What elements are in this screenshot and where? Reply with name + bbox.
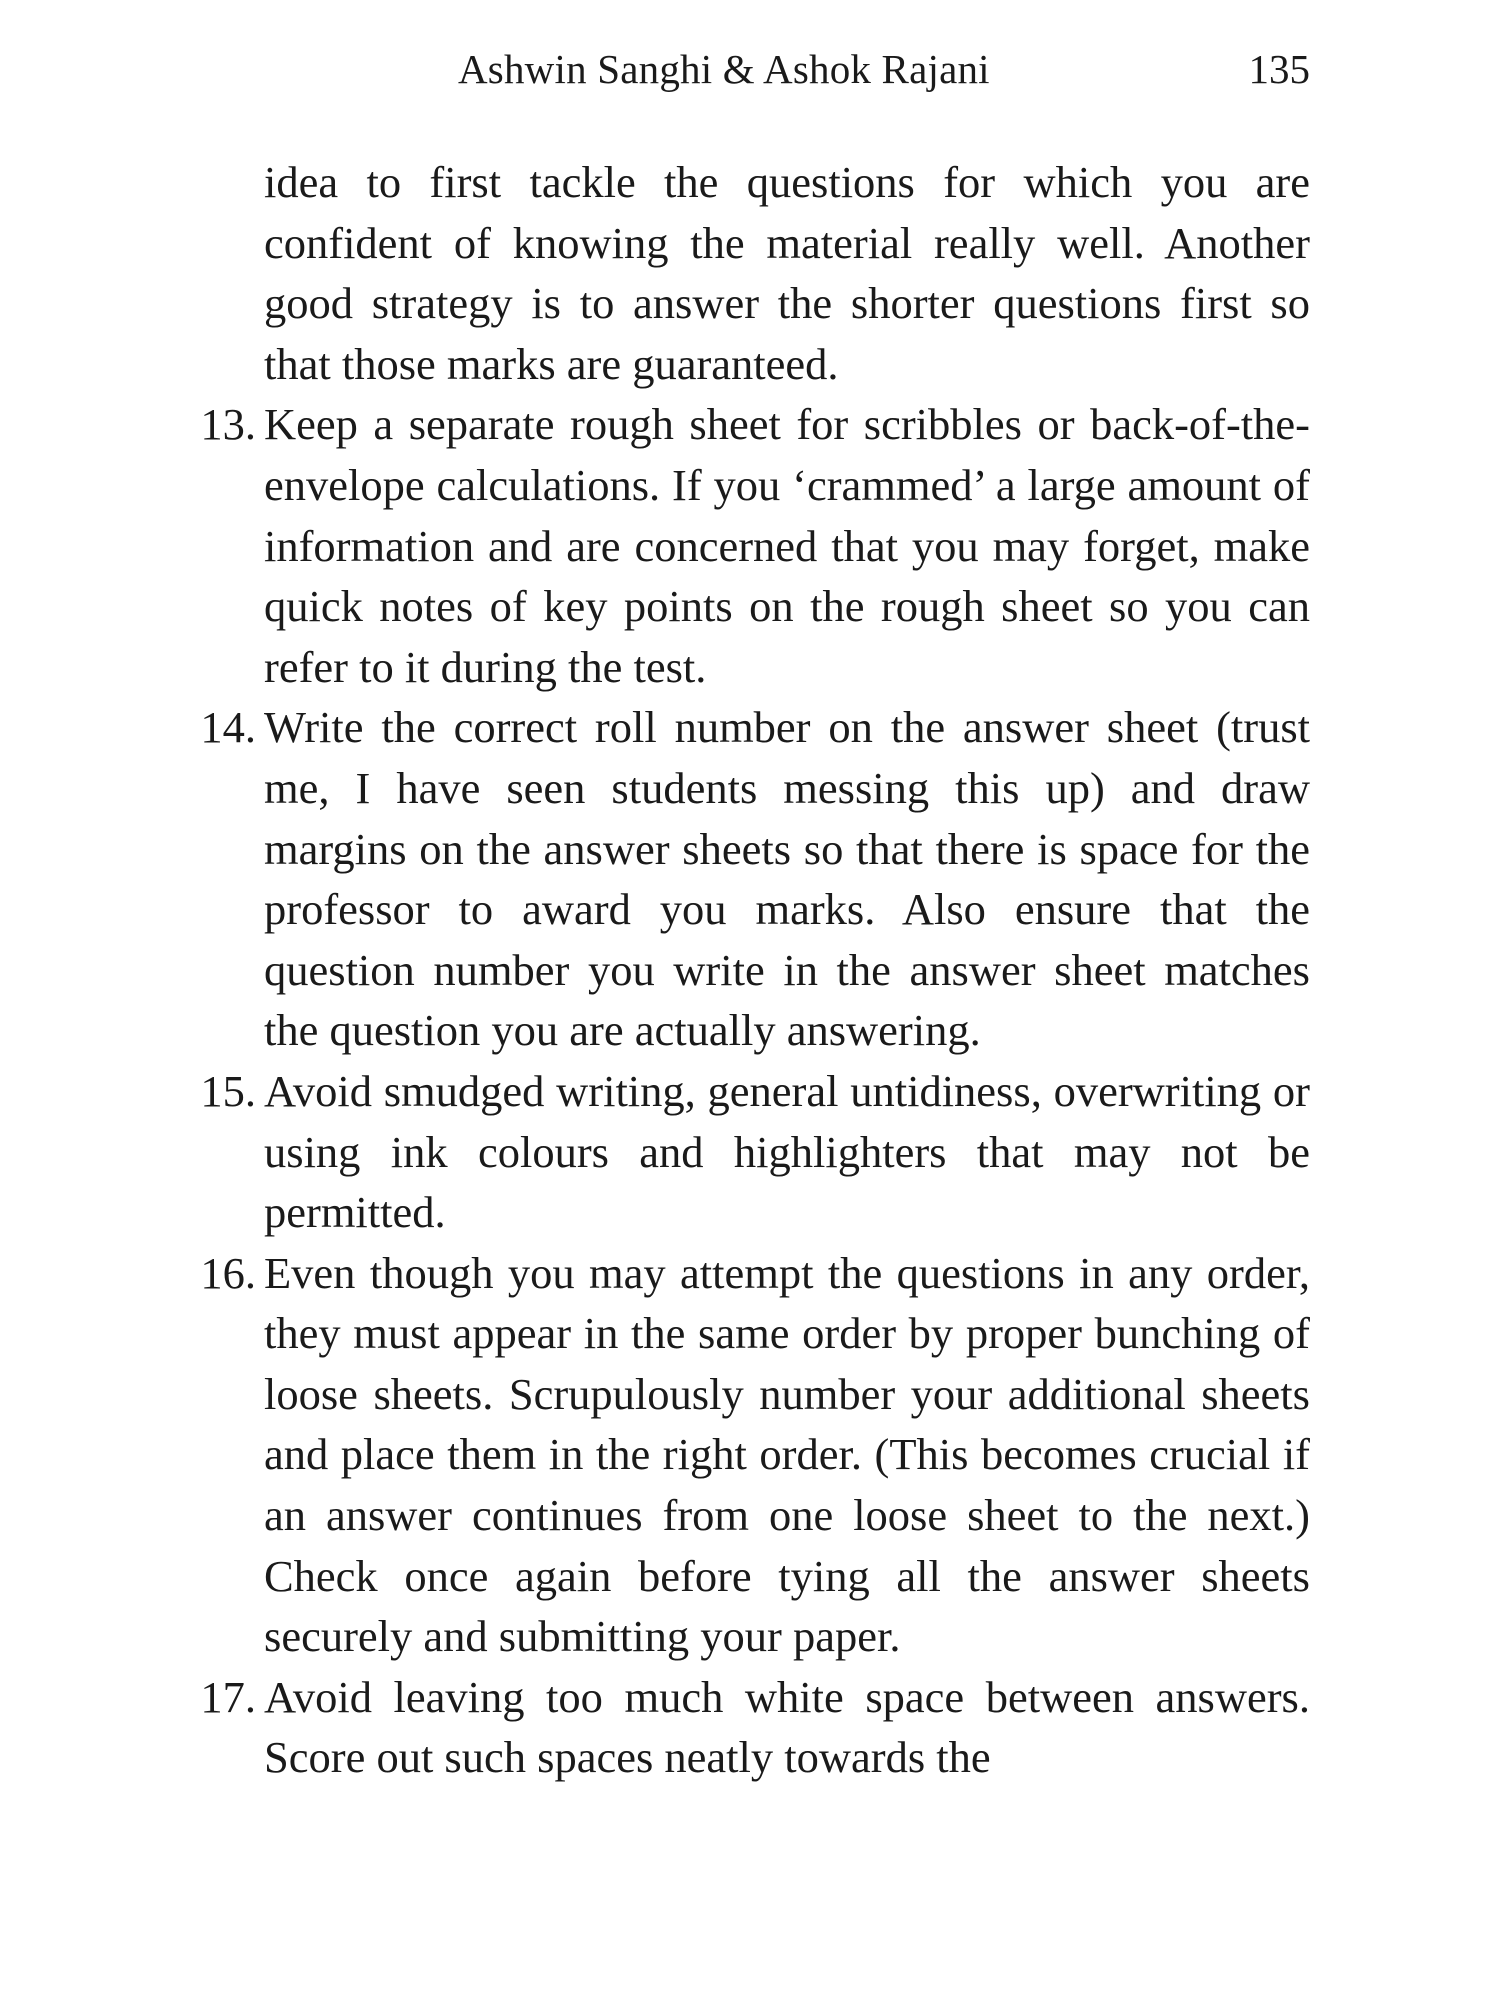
item-text: Write the correct roll number on the answer sheet (trust me, I have seen students messing this up) and draw margins on the answer sheets so that there is space for the professor to award you marks. Also ensure that the question number you write in the answer sheet matches the question you are actually answering. xyxy=(264,702,1310,1056)
item-number: 14. xyxy=(200,702,256,753)
list-item xyxy=(172,394,1310,697)
page-number: 135 xyxy=(1248,46,1310,92)
list-item xyxy=(172,697,1310,1061)
item-text: Even though you may attempt the questions in any order, they must appear in the same order by proper bunching of loose sheets. Scrupulously number your additional sheets and place them in the right order. (This becomes crucial if an answer continues from one loose sheet to the next.) Check once again before tying all the answer sheets securely and submitting your paper. xyxy=(264,1247,1310,1662)
item-number: 16. xyxy=(200,1247,256,1298)
body-text xyxy=(172,152,1310,1788)
item-text: Keep a separate rough sheet for scribbles or back-of-the-envelope calculations. If you ‘crammed’ a large amount of information and are concerned that you may forget, make quick notes of key points on the rough sheet so you can refer to it during the test. xyxy=(264,399,1310,692)
continuation-text: idea to first tackle the questions for which you are confident of knowing the material really well. Another good strategy is to answer the shorter questions first so that those marks are guaranteed. xyxy=(264,157,1310,389)
list-item xyxy=(172,1243,1310,1667)
item-number: 15. xyxy=(200,1065,256,1116)
list-item xyxy=(172,1667,1310,1788)
item-text: Avoid leaving too much white space between answers. Score out such spaces neatly towards the xyxy=(264,1671,1310,1783)
item-number: 17. xyxy=(200,1671,256,1722)
item-text: Avoid smudged writing, general untidiness, overwriting or using ink colours and highlighters that may not be permitted. xyxy=(264,1065,1310,1238)
header-authors: Ashwin Sanghi & Ashok Rajani xyxy=(458,46,990,92)
item-number: 13. xyxy=(200,399,256,450)
list-item xyxy=(172,1061,1310,1243)
running-header xyxy=(260,44,1310,94)
continuation-paragraph xyxy=(172,152,1310,394)
